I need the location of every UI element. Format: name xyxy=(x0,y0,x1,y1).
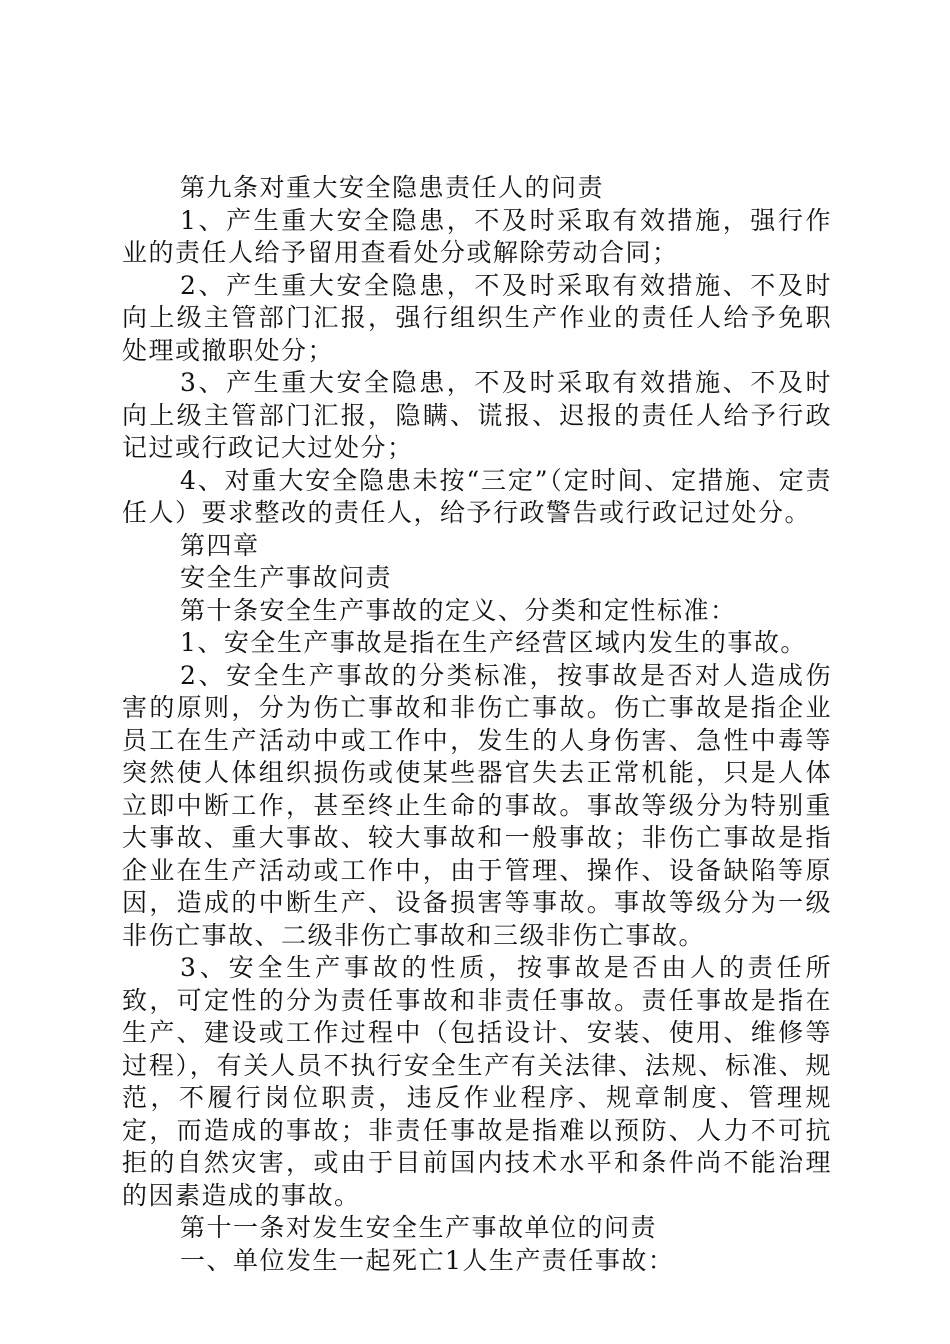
chapter-4-heading: 第四章 xyxy=(180,530,260,560)
article-10-item-2: 2、安全生产事故的分类标准，按事故是否对人造成伤害的原则，分为伤亡事故和非伤亡事故。伤亡事故是指企业员工在生产活动中或工作中，发生的人身伤害、急性中毒等突然使人体组织损伤或使某些器官失去正常机能，只是人体立即中断工作，甚至终止生命的事故。事故等级分为特别重大事故、重大事故、较大事故和一般事故；非伤亡事故是指企业在生产活动或工作中，由于管理、操作、设备缺陷等原因，造成的中断生产、设备损害等事故。事故等级分为一级非伤亡事故、二级非伤亡事故和三级非伤亡事故。 xyxy=(122,660,832,950)
article-9-item-4: 4、对重大安全隐患未按“三定”（定时间、定措施、定责任人）要求整改的责任人，给予行政警告或行政记过处分。 xyxy=(122,465,832,527)
article-9-item-1: 1、产生重大安全隐患，不及时采取有效措施，强行作业的责任人给予留用查看处分或解除劳动合同； xyxy=(122,205,832,267)
article-9-item-2: 2、产生重大安全隐患，不及时采取有效措施、不及时向上级主管部门汇报，强行组织生产作业的责任人给予免职处理或撤职处分； xyxy=(122,270,832,365)
article-10-item-3: 3、安全生产事故的性质，按事故是否由人的责任所致，可定性的分为责任事故和非责任事故。责任事故是指在生产、建设或工作过程中（包括设计、安装、使用、维修等过程），有关人员不执行安全生产有关法律、法规、标准、规范，不履行岗位职责，违反作业程序、规章制度、管理规定，而造成的事故；非责任事故是指难以预防、人力不可抗拒的自然灾害，或由于目前国内技术水平和条件尚不能治理的因素造成的事故。 xyxy=(122,953,832,1210)
article-11-heading: 第十一条对发生安全生产事故单位的问责 xyxy=(180,1213,658,1242)
article-10-item-1: 1、安全生产事故是指在生产经营区域内发生的事故。 xyxy=(180,628,807,657)
article-11-item-1: 一、单位发生一起死亡1人生产责任事故： xyxy=(180,1245,675,1275)
article-10-heading: 第十条安全生产事故的定义、分类和定性标准： xyxy=(180,595,737,625)
article-9-heading: 第九条对重大安全隐患责任人的问责 xyxy=(180,173,605,202)
chapter-4-title: 安全生产事故问责 xyxy=(180,563,393,592)
document-body xyxy=(122,172,832,1277)
article-9-item-3: 3、产生重大安全隐患，不及时采取有效措施、不及时向上级主管部门汇报，隐瞒、谎报、迟报的责任人给予行政记过或行政记大过处分； xyxy=(122,368,832,462)
